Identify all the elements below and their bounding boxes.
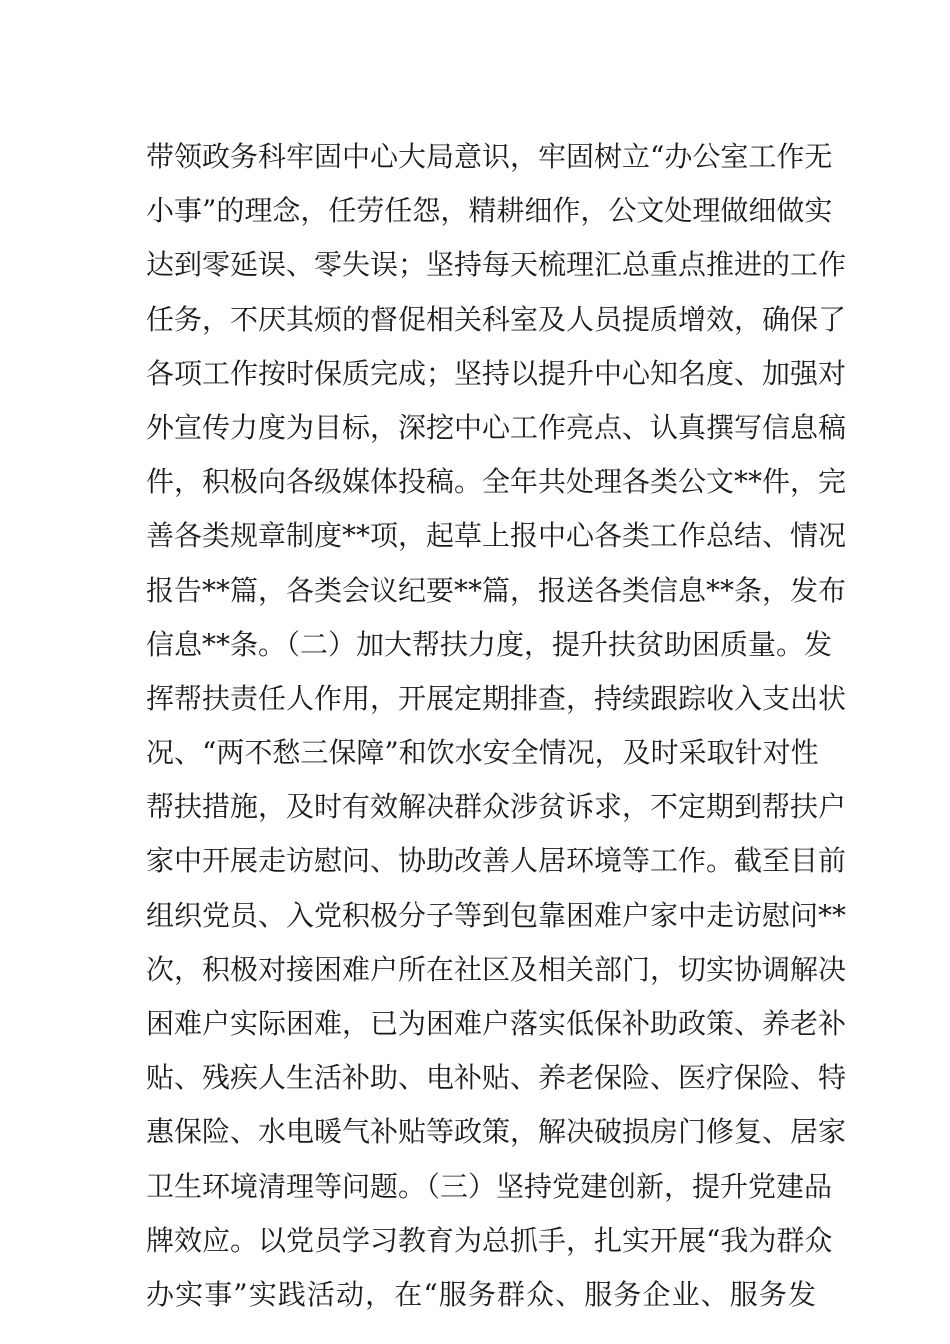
text-line: 困难户实际困难，已为困难户落实低保补助政策、养老补 bbox=[146, 1007, 847, 1040]
text-line: 任务，不厌其烦的督促相关科室及人员提质增效，确保了 bbox=[146, 302, 847, 336]
text-line: 牌效应。以党员学习教育为总抓手，扎实开展“我为群众 bbox=[146, 1223, 833, 1257]
text-line: 组织党员、入党积极分子等到包靠困难户家中走访慰问** bbox=[146, 898, 847, 932]
text-line: 件，积极向各级媒体投稿。全年共处理各类公文**件，完 bbox=[146, 465, 847, 499]
text-line: 善各类规章制度**项，起草上报中心各类工作总结、情况 bbox=[146, 519, 847, 553]
text-line: 小事”的理念，任劳任怨，精耕细作，公文处理做细做实 bbox=[146, 194, 833, 228]
text-line: 带领政务科牢固中心大局意识，牢固树立“办公室工作无 bbox=[146, 140, 833, 173]
text-line: 办实事”实践活动，在“服务群众、服务企业、服务发 bbox=[146, 1277, 816, 1311]
text-line: 家中开展走访慰问、协助改善人居环境等工作。截至目前 bbox=[146, 844, 847, 878]
text-line: 卫生环境清理等问题。（三）坚持党建创新，提升党建品 bbox=[146, 1169, 833, 1203]
text-line: 各项工作按时保质完成；坚持以提升中心知名度、加强对 bbox=[146, 356, 847, 390]
text-line: 信息**条。（二）加大帮扶力度，提升扶贫助困质量。发 bbox=[146, 627, 833, 661]
text-line: 报告**篇，各类会议纪要**篇，报送各类信息**条，发布 bbox=[146, 573, 847, 607]
text-line: 外宣传力度为目标，深挖中心工作亮点、认真撰写信息稿 bbox=[146, 410, 847, 444]
text-line: 帮扶措施，及时有效解决群众涉贫诉求，不定期到帮扶户 bbox=[146, 790, 847, 824]
text-line: 达到零延误、零失误；坚持每天梳理汇总重点推进的工作 bbox=[146, 248, 847, 282]
body-paragraph bbox=[146, 130, 847, 1322]
text-line: 次，积极对接困难户所在社区及相关部门，切实协调解决 bbox=[146, 952, 847, 986]
text-line: 惠保险、水电暖气补贴等政策，解决破损房门修复、居家 bbox=[146, 1115, 847, 1149]
text-line: 况、“两不愁三保障”和饮水安全情况，及时采取针对性 bbox=[146, 736, 819, 770]
text-line: 挥帮扶责任人作用，开展定期排查，持续跟踪收入支出状 bbox=[146, 681, 847, 715]
text-line: 贴、残疾人生活补助、电补贴、养老保险、医疗保险、特 bbox=[146, 1061, 847, 1095]
